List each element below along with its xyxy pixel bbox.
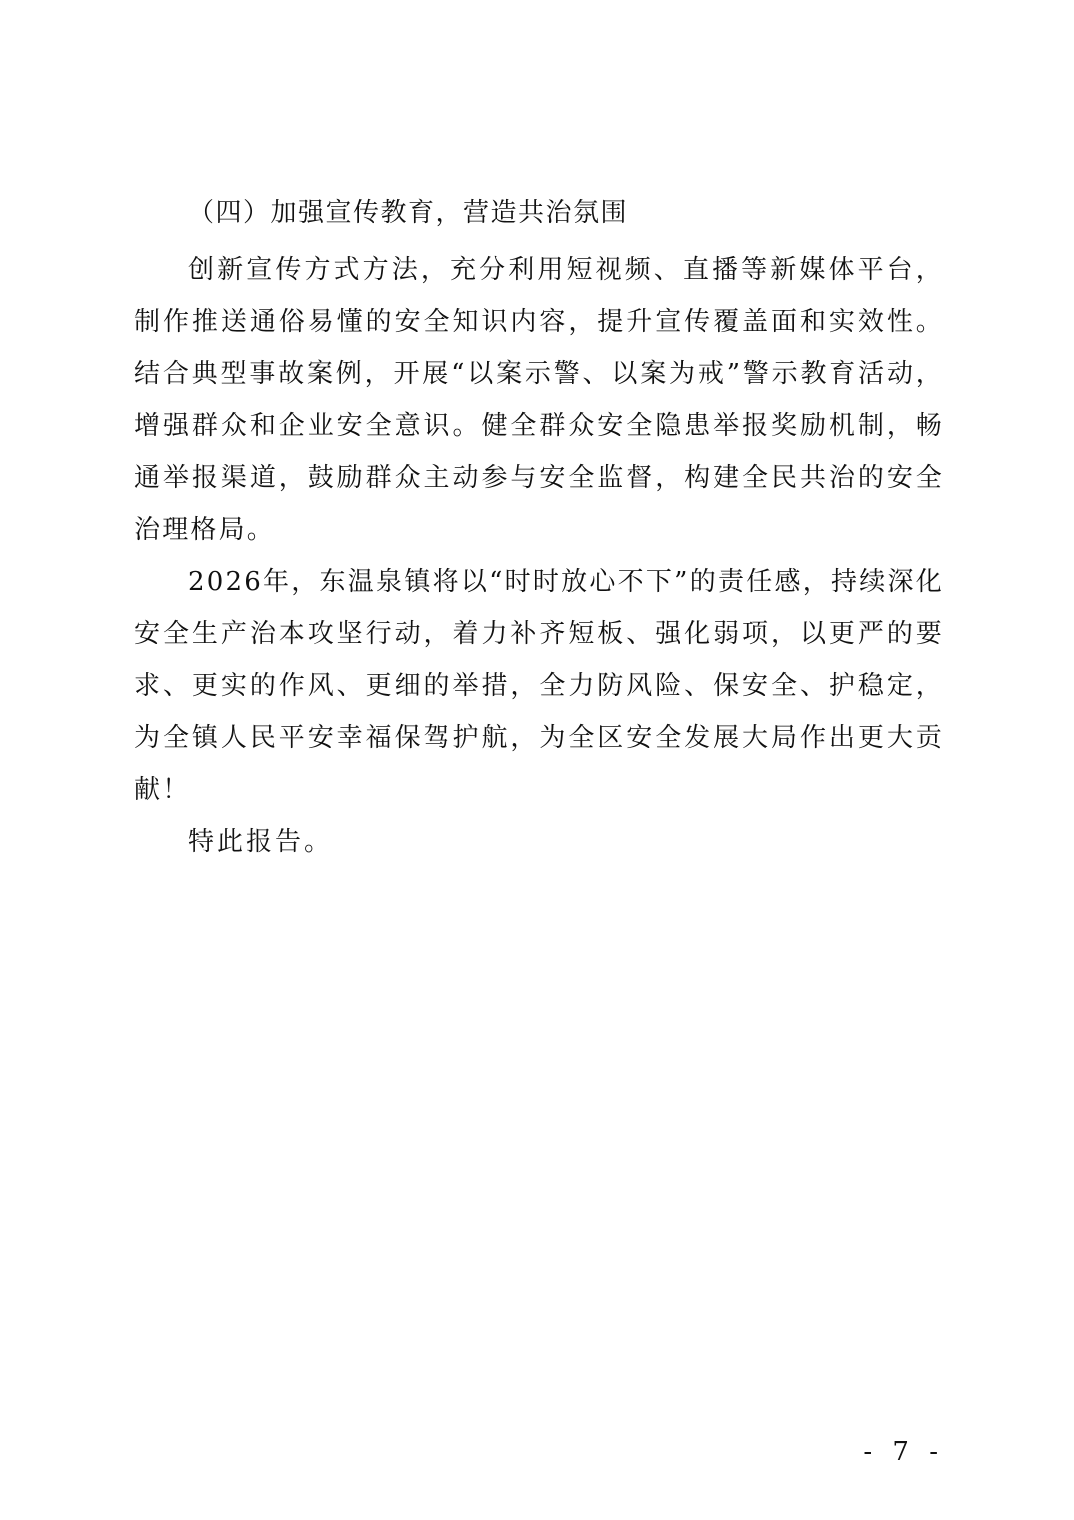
document-body [134,192,944,868]
paragraph-outlook: 2026年，东温泉镇将以“时时放心不下”的责任感，持续深化安全生产治本攻坚行动，着力补齐短板、强化弱项，以更严的要求、更实的作风、更细的举措，全力防风险、保安全、护稳定，为全镇人民平安幸福保驾护航，为全区安全发展大局作出更大贡献！ [134,567,944,805]
paragraph-publicity: 创新宣传方式方法，充分利用短视频、直播等新媒体平台，制作推送通俗易懂的安全知识内容，提升宣传覆盖面和实效性。结合典型事故案例，开展“以案示警、以案为戒”警示教育活动，增强群众和企业安全意识。健全群众安全隐患举报奖励机制，畅通举报渠道，鼓励群众主动参与安全监督，构建全民共治的安全治理格局。 [134,255,944,545]
section-heading: （四）加强宣传教育，营造共治氛围 [188,198,629,228]
closing-statement: 特此报告。 [188,827,334,857]
page-number: - 7 - [863,1437,944,1467]
